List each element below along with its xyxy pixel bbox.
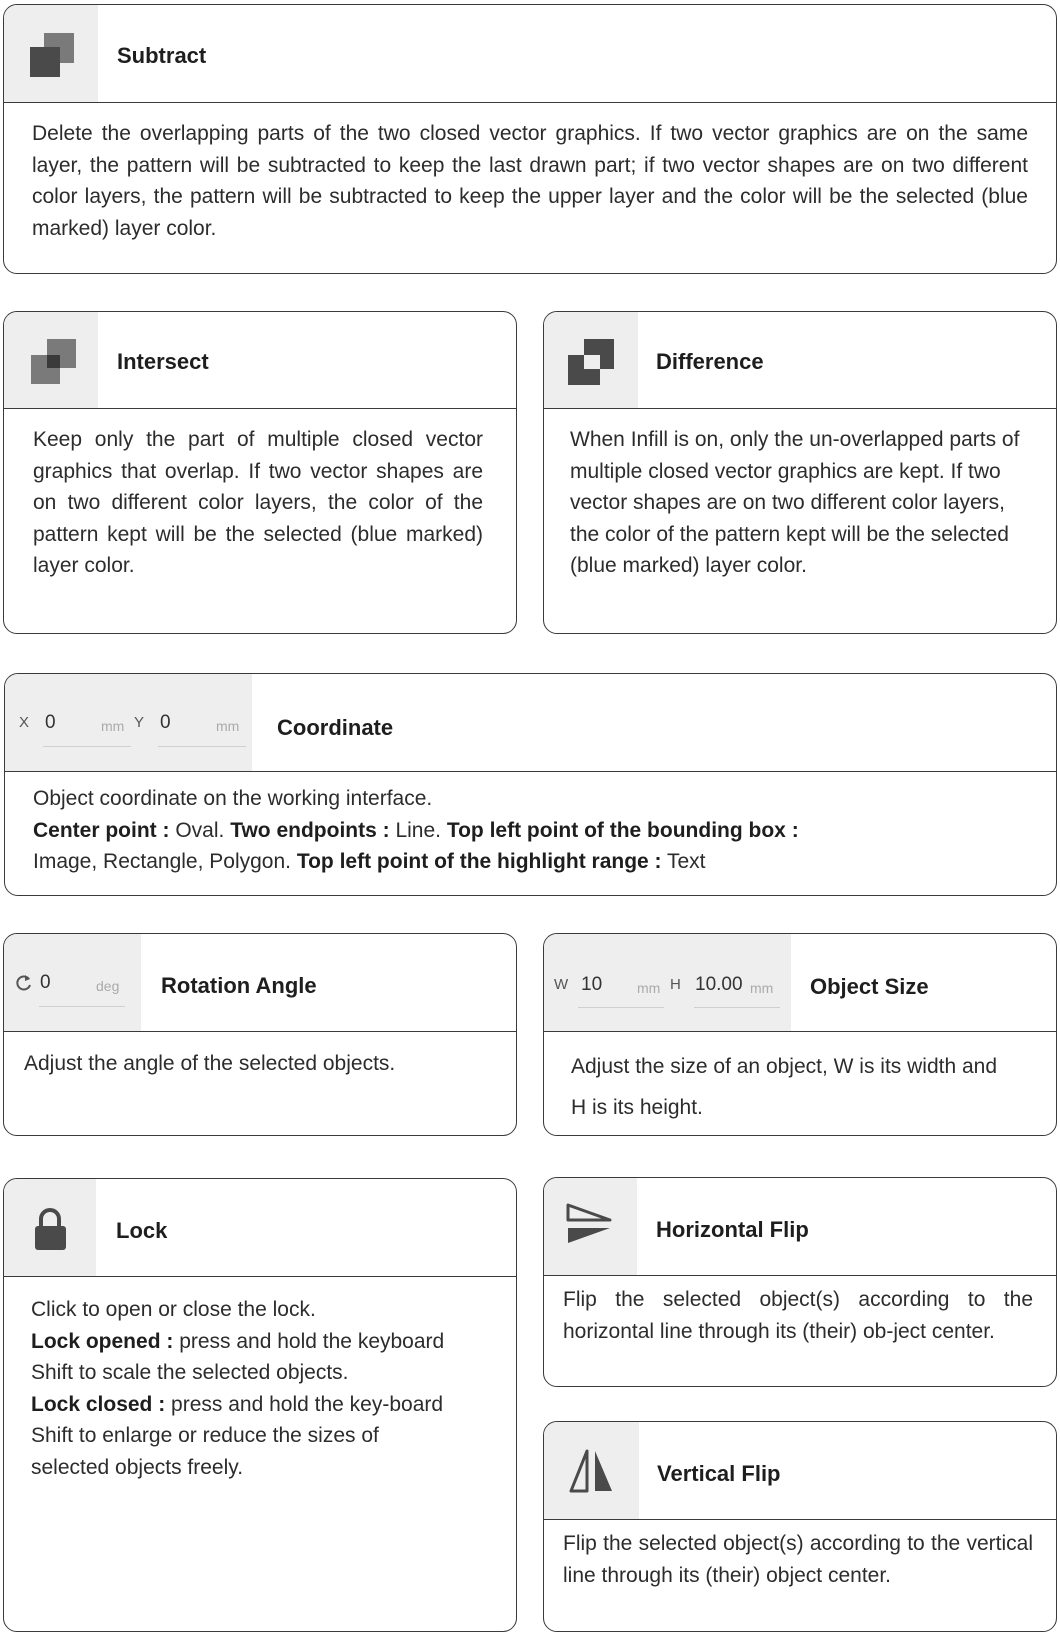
difference-title: Difference bbox=[656, 349, 764, 374]
y-label: Y bbox=[134, 714, 145, 731]
vertical-flip-card bbox=[543, 1421, 1057, 1632]
horizontal-flip-card bbox=[543, 1177, 1057, 1387]
subtract-header bbox=[4, 5, 1056, 103]
rotation-underline bbox=[39, 1006, 125, 1007]
center-point-label: Center point : bbox=[33, 818, 170, 842]
rotation-unit: deg bbox=[96, 978, 120, 994]
w-label: W bbox=[554, 976, 569, 993]
x-underline bbox=[43, 746, 131, 747]
horizontal-flip-title: Horizontal Flip bbox=[656, 1217, 809, 1242]
difference-icon[interactable] bbox=[544, 312, 638, 408]
horizontal-flip-header bbox=[544, 1178, 1056, 1276]
horizontal-flip-icon-box bbox=[544, 1178, 637, 1275]
coordinate-line1: Object coordinate on the working interface. bbox=[33, 787, 433, 810]
x-unit: mm bbox=[101, 718, 125, 734]
lock-opened-desc: press and hold the keyboard Shift to scale the selected objects. bbox=[31, 1329, 445, 1384]
height-input[interactable]: 10.00 bbox=[695, 974, 743, 995]
difference-header bbox=[544, 312, 1056, 409]
height-unit: mm bbox=[750, 980, 774, 996]
subtract-card bbox=[3, 4, 1057, 274]
lock-opened-label: Lock opened : bbox=[31, 1329, 174, 1353]
intersect-description: Keep only the part of multiple closed vector graphics that overlap. If two vector shapes are on two different color layers, the color of the pattern kept will be the selected (blue marked) layer color. bbox=[33, 428, 483, 577]
vertical-flip-icon-box bbox=[544, 1422, 639, 1519]
top-left-bbox-value: Image, Rectangle, Polygon. bbox=[33, 850, 297, 873]
horizontal-flip-description: Flip the selected object(s) according to the horizontal line through its (their) ob-ject center. bbox=[563, 1288, 1033, 1343]
y-unit: mm bbox=[216, 718, 240, 734]
object-size-title: Object Size bbox=[810, 974, 929, 999]
width-underline bbox=[578, 1007, 664, 1008]
rotation-card bbox=[3, 933, 517, 1136]
difference-card bbox=[543, 311, 1057, 634]
intersect-card bbox=[3, 311, 517, 634]
vertical-flip-title: Vertical Flip bbox=[657, 1461, 781, 1486]
top-left-bbox-label: Top left point of the bounding box : bbox=[446, 818, 799, 842]
horizontal-flip-icon[interactable] bbox=[544, 1178, 637, 1275]
two-endpoints-label: Two endpoints : bbox=[230, 818, 390, 842]
h-label: H bbox=[670, 976, 681, 993]
lock-closed-text bbox=[31, 1389, 446, 1484]
highlight-range-label: Top left point of the highlight range : bbox=[296, 850, 662, 873]
rotation-description: Adjust the angle of the selected objects. bbox=[24, 1052, 396, 1075]
coordinate-card bbox=[4, 673, 1057, 896]
width-input[interactable]: 10 bbox=[581, 974, 603, 995]
coordinate-header bbox=[5, 674, 1056, 772]
vertical-flip-icon[interactable] bbox=[544, 1422, 639, 1519]
lock-opened-text bbox=[31, 1326, 446, 1389]
lock-closed-desc: press and hold the key-board Shift to enlarge or reduce the sizes of selected objects freely. bbox=[31, 1392, 444, 1479]
intersect-title: Intersect bbox=[117, 349, 209, 374]
lock-header bbox=[4, 1179, 516, 1277]
two-endpoints-value: Line. bbox=[389, 818, 447, 842]
rotation-input[interactable]: 0 bbox=[40, 972, 51, 993]
lock-closed-label: Lock closed : bbox=[31, 1392, 166, 1416]
difference-description: When Infill is on, only the un-overlapped parts of multiple closed vector graphics are kept. If two vector shapes are on two different color layers, the color of the pattern kept will be the selected (blue marked) layer color. bbox=[570, 428, 1020, 577]
lock-icon-box bbox=[4, 1179, 96, 1276]
coordinate-title: Coordinate bbox=[277, 715, 394, 740]
coordinate-input-box bbox=[5, 674, 252, 771]
vertical-flip-description: Flip the selected object(s) according to the vertical line through its (their) object center. bbox=[563, 1532, 1033, 1587]
subtract-description: Delete the overlapping parts of the two closed vector graphics. If two vector graphics are on the same layer, the pattern will be subtracted to keep the last drawn part; if two vector shapes are on two different color layers, the pattern will be subtracted to keep the upper layer and the color will be the selected (blue marked) layer color. bbox=[32, 122, 1028, 240]
height-underline bbox=[694, 1007, 780, 1008]
subtract-icon-box bbox=[4, 5, 98, 102]
highlight-range-value: Text bbox=[661, 850, 706, 873]
object-size-description: Adjust the size of an object, W is its width and H is its height. bbox=[571, 1055, 998, 1119]
lock-card bbox=[3, 1178, 517, 1632]
lock-line1: Click to open or close the lock. bbox=[31, 1298, 316, 1321]
subtract-icon[interactable] bbox=[4, 5, 98, 102]
difference-icon-box bbox=[544, 312, 638, 408]
subtract-title: Subtract bbox=[117, 43, 207, 68]
object-size-input-box bbox=[544, 934, 791, 1031]
intersect-header bbox=[4, 312, 516, 409]
intersect-icon-box bbox=[4, 312, 98, 408]
rotate-icon bbox=[14, 973, 34, 993]
vertical-flip-header bbox=[544, 1422, 1056, 1520]
lock-icon[interactable] bbox=[4, 1179, 96, 1276]
lock-description bbox=[31, 1294, 446, 1631]
object-size-card bbox=[543, 933, 1057, 1136]
y-underline bbox=[158, 746, 246, 747]
x-label: X bbox=[19, 714, 30, 731]
center-point-value: Oval. bbox=[169, 818, 231, 842]
coordinate-line2 bbox=[33, 815, 1036, 847]
rotation-input-box bbox=[4, 934, 141, 1031]
x-input[interactable]: 0 bbox=[45, 712, 56, 733]
rotation-title: Rotation Angle bbox=[161, 973, 317, 998]
intersect-icon[interactable] bbox=[4, 312, 98, 408]
lock-title: Lock bbox=[116, 1218, 168, 1243]
coordinate-description bbox=[33, 783, 1036, 895]
coordinate-line3 bbox=[33, 846, 1036, 878]
object-size-header bbox=[544, 934, 1056, 1032]
rotation-header bbox=[4, 934, 516, 1032]
width-unit: mm bbox=[637, 980, 661, 996]
y-input[interactable]: 0 bbox=[160, 712, 171, 733]
